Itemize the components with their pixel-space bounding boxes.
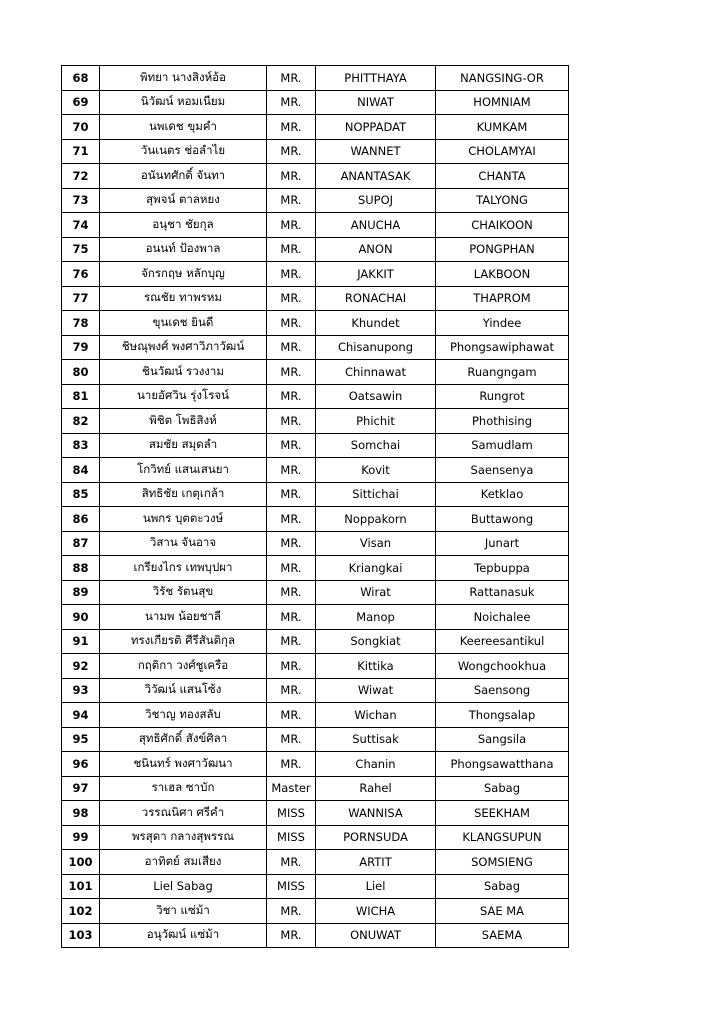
row-number: 90 xyxy=(62,605,100,630)
thai-name-cell: ชินวัฒน์ รวงงาม xyxy=(100,360,267,385)
row-number: 77 xyxy=(62,286,100,311)
thai-name-cell: สมชัย สมุดลำ xyxy=(100,433,267,458)
table-row xyxy=(62,433,569,458)
last-name-cell: KLANGSUPUN xyxy=(436,825,569,850)
thai-name-cell: นิวัฒน์ หอมเนียม xyxy=(100,90,267,115)
last-name-cell: Phongsawiphawat xyxy=(436,335,569,360)
last-name-cell: NANGSING-OR xyxy=(436,66,569,91)
row-number: 78 xyxy=(62,311,100,336)
thai-name-cell: วันเนตร ช่อลำไย xyxy=(100,139,267,164)
row-number: 73 xyxy=(62,188,100,213)
thai-name-cell: ทรงเกียรติ ศีรีสันติกุล xyxy=(100,629,267,654)
table-row xyxy=(62,556,569,581)
title-cell: MR. xyxy=(267,507,316,532)
row-number: 68 xyxy=(62,66,100,91)
last-name-cell: Ruangngam xyxy=(436,360,569,385)
last-name-cell: HOMNIAM xyxy=(436,90,569,115)
table-row xyxy=(62,531,569,556)
thai-name-cell: สุทธิศักดิ์ สังข์ศิลา xyxy=(100,727,267,752)
row-number: 70 xyxy=(62,115,100,140)
first-name-cell: Suttisak xyxy=(316,727,436,752)
first-name-cell: ONUWAT xyxy=(316,923,436,948)
row-number: 84 xyxy=(62,458,100,483)
last-name-cell: Samudlam xyxy=(436,433,569,458)
thai-name-cell: นพเดช ขุมคำ xyxy=(100,115,267,140)
title-cell: MR. xyxy=(267,752,316,777)
thai-name-cell: Liel Sabag xyxy=(100,874,267,899)
row-number: 97 xyxy=(62,776,100,801)
table-row xyxy=(62,384,569,409)
thai-name-cell: อนนท์ ป้องพาล xyxy=(100,237,267,262)
thai-name-cell: อนันทศักดิ์ จันทา xyxy=(100,164,267,189)
first-name-cell: ANANTASAK xyxy=(316,164,436,189)
thai-name-cell: วิวัฒน์ แสนโซ้ง xyxy=(100,678,267,703)
row-number: 95 xyxy=(62,727,100,752)
thai-name-cell: วิชาญ ทองสลับ xyxy=(100,703,267,728)
row-number: 71 xyxy=(62,139,100,164)
table-row xyxy=(62,213,569,238)
last-name-cell: Wongchookhua xyxy=(436,654,569,679)
table-row xyxy=(62,115,569,140)
table-row xyxy=(62,580,569,605)
thai-name-cell: อาทิตย์ สมเสียง xyxy=(100,850,267,875)
title-cell: MR. xyxy=(267,727,316,752)
roster-body xyxy=(62,66,569,948)
table-row xyxy=(62,139,569,164)
first-name-cell: ANUCHA xyxy=(316,213,436,238)
row-number: 82 xyxy=(62,409,100,434)
first-name-cell: PHITTHAYA xyxy=(316,66,436,91)
row-number: 101 xyxy=(62,874,100,899)
title-cell: MR. xyxy=(267,384,316,409)
first-name-cell: PORNSUDA xyxy=(316,825,436,850)
first-name-cell: Manop xyxy=(316,605,436,630)
first-name-cell: WICHA xyxy=(316,899,436,924)
table-row xyxy=(62,360,569,385)
first-name-cell: Kittika xyxy=(316,654,436,679)
last-name-cell: Ketklao xyxy=(436,482,569,507)
last-name-cell: Rungrot xyxy=(436,384,569,409)
title-cell: MR. xyxy=(267,164,316,189)
table-row xyxy=(62,335,569,360)
row-number: 86 xyxy=(62,507,100,532)
row-number: 99 xyxy=(62,825,100,850)
last-name-cell: Rattanasuk xyxy=(436,580,569,605)
first-name-cell: Wichan xyxy=(316,703,436,728)
table-row xyxy=(62,262,569,287)
table-row xyxy=(62,237,569,262)
title-cell: MR. xyxy=(267,360,316,385)
first-name-cell: Phichit xyxy=(316,409,436,434)
row-number: 89 xyxy=(62,580,100,605)
row-number: 103 xyxy=(62,923,100,948)
row-number: 91 xyxy=(62,629,100,654)
thai-name-cell: ราเฮล ซาบัก xyxy=(100,776,267,801)
thai-name-cell: รณชัย ทาพรหม xyxy=(100,286,267,311)
thai-name-cell: นามพ น้อยชาลี xyxy=(100,605,267,630)
last-name-cell: Buttawong xyxy=(436,507,569,532)
table-row xyxy=(62,286,569,311)
last-name-cell: CHOLAMYAI xyxy=(436,139,569,164)
first-name-cell: WANNISA xyxy=(316,801,436,826)
thai-name-cell: พรสุดา กลางสุพรรณ xyxy=(100,825,267,850)
first-name-cell: ANON xyxy=(316,237,436,262)
title-cell: MR. xyxy=(267,482,316,507)
row-number: 96 xyxy=(62,752,100,777)
title-cell: MR. xyxy=(267,237,316,262)
last-name-cell: PONGPHAN xyxy=(436,237,569,262)
thai-name-cell: สิทธิชัย เกตุเกล้า xyxy=(100,482,267,507)
title-cell: MR. xyxy=(267,262,316,287)
last-name-cell: Tepbuppa xyxy=(436,556,569,581)
table-row xyxy=(62,825,569,850)
first-name-cell: Liel xyxy=(316,874,436,899)
last-name-cell: CHANTA xyxy=(436,164,569,189)
last-name-cell: SOMSIENG xyxy=(436,850,569,875)
table-row xyxy=(62,90,569,115)
first-name-cell: NOPPADAT xyxy=(316,115,436,140)
table-row xyxy=(62,654,569,679)
last-name-cell: Sangsila xyxy=(436,727,569,752)
row-number: 94 xyxy=(62,703,100,728)
thai-name-cell: นพกร บุตตะวงษ์ xyxy=(100,507,267,532)
table-row xyxy=(62,752,569,777)
row-number: 98 xyxy=(62,801,100,826)
row-number: 72 xyxy=(62,164,100,189)
row-number: 83 xyxy=(62,433,100,458)
thai-name-cell: จักรกฤษ หลักบุญ xyxy=(100,262,267,287)
row-number: 92 xyxy=(62,654,100,679)
thai-name-cell: วิสาน จันอาจ xyxy=(100,531,267,556)
table-row xyxy=(62,507,569,532)
first-name-cell: Chisanupong xyxy=(316,335,436,360)
table-row xyxy=(62,801,569,826)
table-row xyxy=(62,188,569,213)
first-name-cell: Chanin xyxy=(316,752,436,777)
last-name-cell: SAE MA xyxy=(436,899,569,924)
last-name-cell: LAKBOON xyxy=(436,262,569,287)
last-name-cell: Saensong xyxy=(436,678,569,703)
thai-name-cell: ชนินทร์ พงศาวัฒนา xyxy=(100,752,267,777)
first-name-cell: Somchai xyxy=(316,433,436,458)
last-name-cell: Keereesantikul xyxy=(436,629,569,654)
thai-name-cell: โกวิทย์ แสนเสนยา xyxy=(100,458,267,483)
row-number: 79 xyxy=(62,335,100,360)
first-name-cell: Rahel xyxy=(316,776,436,801)
first-name-cell: RONACHAI xyxy=(316,286,436,311)
table-row xyxy=(62,678,569,703)
table-row xyxy=(62,850,569,875)
first-name-cell: Wiwat xyxy=(316,678,436,703)
document-page xyxy=(61,65,569,948)
table-row xyxy=(62,311,569,336)
last-name-cell: Yindee xyxy=(436,311,569,336)
last-name-cell: CHAIKOON xyxy=(436,213,569,238)
thai-name-cell: วรรณนิศา ศรีคำ xyxy=(100,801,267,826)
first-name-cell: Kovit xyxy=(316,458,436,483)
table-row xyxy=(62,923,569,948)
row-number: 87 xyxy=(62,531,100,556)
first-name-cell: WANNET xyxy=(316,139,436,164)
title-cell: MISS xyxy=(267,825,316,850)
last-name-cell: KUMKAM xyxy=(436,115,569,140)
last-name-cell: Noichalee xyxy=(436,605,569,630)
thai-name-cell: เกรียงไกร เทพบุปผา xyxy=(100,556,267,581)
title-cell: MR. xyxy=(267,629,316,654)
title-cell: MR. xyxy=(267,923,316,948)
title-cell: MISS xyxy=(267,801,316,826)
thai-name-cell: วิชา แซ่ม้า xyxy=(100,899,267,924)
first-name-cell: Oatsawin xyxy=(316,384,436,409)
last-name-cell: TALYONG xyxy=(436,188,569,213)
table-row xyxy=(62,482,569,507)
table-row xyxy=(62,66,569,91)
table-row xyxy=(62,605,569,630)
last-name-cell: Sabag xyxy=(436,874,569,899)
row-number: 74 xyxy=(62,213,100,238)
thai-name-cell: พิทยา นางสิงห์อ้อ xyxy=(100,66,267,91)
title-cell: MR. xyxy=(267,580,316,605)
title-cell: MR. xyxy=(267,605,316,630)
last-name-cell: THAPROM xyxy=(436,286,569,311)
thai-name-cell: นายอัศวิน รุ่งโรจน์ xyxy=(100,384,267,409)
title-cell: Master xyxy=(267,776,316,801)
last-name-cell: Saensenya xyxy=(436,458,569,483)
roster-table xyxy=(61,65,569,948)
thai-name-cell: สุพจน์ ตาลหยง xyxy=(100,188,267,213)
first-name-cell: Noppakorn xyxy=(316,507,436,532)
table-row xyxy=(62,727,569,752)
title-cell: MR. xyxy=(267,678,316,703)
title-cell: MR. xyxy=(267,409,316,434)
last-name-cell: Thongsalap xyxy=(436,703,569,728)
title-cell: MR. xyxy=(267,458,316,483)
title-cell: MR. xyxy=(267,335,316,360)
row-number: 81 xyxy=(62,384,100,409)
first-name-cell: NIWAT xyxy=(316,90,436,115)
thai-name-cell: วิรัช รัตนสุข xyxy=(100,580,267,605)
last-name-cell: Phongsawatthana xyxy=(436,752,569,777)
row-number: 85 xyxy=(62,482,100,507)
first-name-cell: Kriangkai xyxy=(316,556,436,581)
thai-name-cell: อนุวัฒน์ แซ่ม้า xyxy=(100,923,267,948)
table-row xyxy=(62,164,569,189)
table-row xyxy=(62,703,569,728)
table-row xyxy=(62,874,569,899)
row-number: 76 xyxy=(62,262,100,287)
title-cell: MR. xyxy=(267,654,316,679)
first-name-cell: Songkiat xyxy=(316,629,436,654)
thai-name-cell: ขุนเดช ยินดี xyxy=(100,311,267,336)
last-name-cell: SAEMA xyxy=(436,923,569,948)
row-number: 69 xyxy=(62,90,100,115)
table-row xyxy=(62,629,569,654)
title-cell: MISS xyxy=(267,874,316,899)
first-name-cell: Wirat xyxy=(316,580,436,605)
title-cell: MR. xyxy=(267,311,316,336)
first-name-cell: SUPOJ xyxy=(316,188,436,213)
table-row xyxy=(62,409,569,434)
title-cell: MR. xyxy=(267,66,316,91)
last-name-cell: Phothising xyxy=(436,409,569,434)
title-cell: MR. xyxy=(267,286,316,311)
row-number: 100 xyxy=(62,850,100,875)
last-name-cell: SEEKHAM xyxy=(436,801,569,826)
thai-name-cell: กฤติกา วงศ์ชูเครือ xyxy=(100,654,267,679)
row-number: 88 xyxy=(62,556,100,581)
title-cell: MR. xyxy=(267,703,316,728)
table-row xyxy=(62,899,569,924)
thai-name-cell: พิชิต โพธิสิงห์ xyxy=(100,409,267,434)
first-name-cell: ARTIT xyxy=(316,850,436,875)
row-number: 75 xyxy=(62,237,100,262)
title-cell: MR. xyxy=(267,188,316,213)
first-name-cell: Chinnawat xyxy=(316,360,436,385)
first-name-cell: Sittichai xyxy=(316,482,436,507)
title-cell: MR. xyxy=(267,556,316,581)
title-cell: MR. xyxy=(267,115,316,140)
row-number: 80 xyxy=(62,360,100,385)
row-number: 102 xyxy=(62,899,100,924)
thai-name-cell: ชิษณุพงศ์ พงศาวิภาวัฒน์ xyxy=(100,335,267,360)
table-row xyxy=(62,776,569,801)
last-name-cell: Junart xyxy=(436,531,569,556)
first-name-cell: JAKKIT xyxy=(316,262,436,287)
title-cell: MR. xyxy=(267,90,316,115)
title-cell: MR. xyxy=(267,850,316,875)
row-number: 93 xyxy=(62,678,100,703)
first-name-cell: Khundet xyxy=(316,311,436,336)
last-name-cell: Sabag xyxy=(436,776,569,801)
title-cell: MR. xyxy=(267,433,316,458)
title-cell: MR. xyxy=(267,531,316,556)
title-cell: MR. xyxy=(267,899,316,924)
first-name-cell: Visan xyxy=(316,531,436,556)
title-cell: MR. xyxy=(267,139,316,164)
title-cell: MR. xyxy=(267,213,316,238)
thai-name-cell: อนุชา ชัยกุล xyxy=(100,213,267,238)
table-row xyxy=(62,458,569,483)
